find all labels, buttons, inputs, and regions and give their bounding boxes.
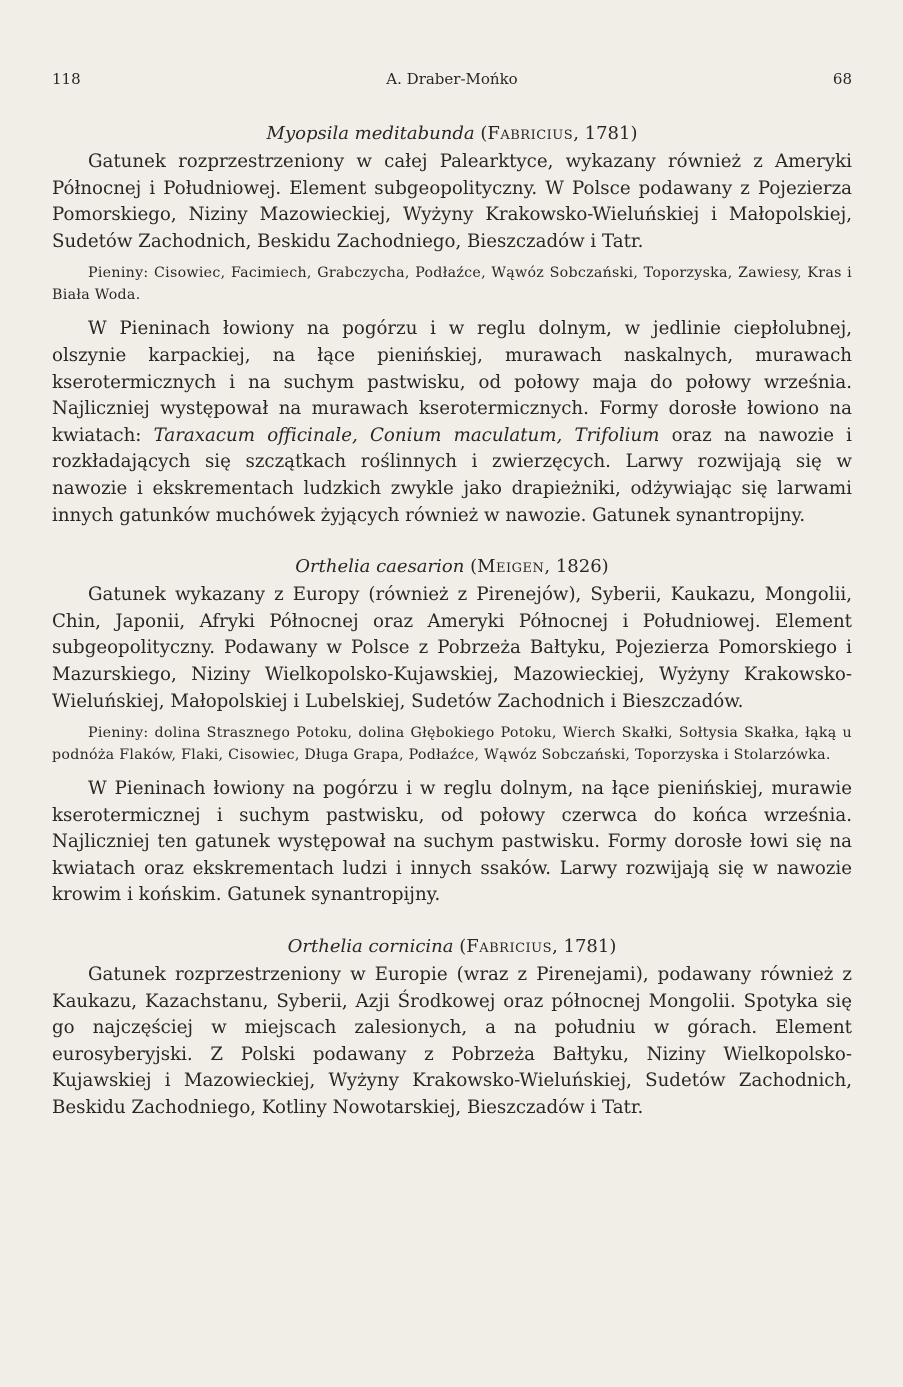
species-heading	[52, 120, 852, 147]
plant-names: Taraxacum officinale, Conium maculatum, Trifolium	[153, 424, 660, 446]
authority-open-paren: (	[480, 123, 488, 144]
ecology-text: W Pieninach łowiony na pogórzu i w reglu dolnym, w jedlinie ciepłolubnej, olszynie karpackiej, na łące pienińskiej, murawach naskalnych, murawach kserotermicznych i na suchym pastwisku, od połowy maja do połowy września. Najliczniej występował na murawach kserotermicznych. Formy dorosłe łowiono na kwiatach:	[52, 318, 852, 446]
authority-open-paren: (	[470, 556, 478, 578]
distribution-paragraph: Gatunek wykazany z Europy (również z Pirenejów), Syberii, Kaukazu, Mongolii, Chin, Japonii, Afryki Północnej oraz Ameryki Północnej i Południowej. Element subgeopolityczny. Podawany w Polsce z Pobrzeża Bałtyku, Pojezierza Pomorskiego i Mazurskiego, Niziny Wielkopolsko-Kujawskiej, Mazowieckiej, Wyżyny Krakowsko-Wieluńskiej, Małopolskiej i Lubelskiej, Sudetów Zachodnich i Bieszczadów.	[52, 584, 852, 712]
running-head	[52, 70, 852, 98]
running-head-author: A. Draber-Mońko	[386, 70, 518, 88]
species-authority: Fabricius	[487, 123, 574, 144]
species-authority: Fabricius	[466, 936, 553, 958]
ecology-paragraph	[52, 316, 852, 529]
species-heading	[52, 553, 852, 580]
distribution-paragraph: Gatunek rozprzestrzeniony w Europie (wraz z Pirenejami), podawany również z Kaukazu, Kazachstanu, Syberii, Azji Środkowej oraz północnej Mongolii. Spotyka się go najczęściej w miejscach zalesionych, a na południu w górach. Element eurosyberyjski. Z Polski podawany z Pobrzeża Bałtyku, Niziny Wielkopolsko-Kujawskiej i Mazowieckiej, Wyżyny Krakowsko-Wieluńskiej, Sudetów Zachodnich, Beskidu Zachodniego, Kotliny Nowotarskiej, Bieszczadów i Tatr.	[52, 964, 852, 1119]
authority-open-paren: (	[459, 936, 467, 958]
species-name: Orthelia cornicina	[287, 936, 454, 958]
species-name: Myopsila meditabunda	[266, 123, 475, 144]
page-content	[52, 70, 852, 1122]
ecology-text-continued: oraz na nawozie i rozkładających się szczątkach roślinnych i zwierzęcych. Larwy rozwijają się w nawozie i ekskrementach ludzkich zwykle jako drapieżniki, odżywiając się larwami innych gatunków muchówek żyjących również w nawozie. Gatunek synantropijny.	[52, 424, 852, 526]
localities-paragraph: Pieniny: Cisowiec, Facimiech, Grabczycha, Podłaźce, Wąwóz Sobczański, Toporzyska, Zawiesy, Kras i Biała Woda.	[52, 265, 852, 303]
species-heading	[52, 933, 852, 960]
ecology-paragraph: W Pieninach łowiony na pogórzu i w reglu dolnym, na łące pienińskiej, murawie kserotermicznej i suchym pastwisku, od połowy czerwca do końca września. Najliczniej ten gatunek występował na suchym pastwisku. Formy dorosłe łowi się na kwiatach oraz ekskrementach ludzi i innych ssaków. Larwy rozwijają się w nawozie krowim i końskim. Gatunek synantropijny.	[52, 778, 852, 906]
localities-paragraph: Pieniny: dolina Strasznego Potoku, dolina Głębokiego Potoku, Wierch Skałki, Sołtysia Skałka, łąką u podnóża Flaków, Flaki, Cisowiec, Długa Grapa, Podłaźce, Wąwóz Sobczański, Toporzyska i Stolarzówka.	[52, 725, 852, 763]
distribution-paragraph: Gatunek rozprzestrzeniony w całej Palearktyce, wykazany również z Ameryki Północnej i Południowej. Element subgeopolityczny. W Polsce podawany z Pojezierza Pomorskiego, Niziny Mazowieckiej, Wyżyny Krakowsko-Wieluńskiej i Małopolskiej, Sudetów Zachodnich, Beskidu Zachodniego, Bieszczadów i Tatr.	[52, 151, 852, 252]
species-year: , 1781)	[552, 936, 617, 958]
page-number: 118	[52, 70, 81, 88]
species-name: Orthelia caesarion	[295, 556, 465, 578]
species-year: , 1826)	[544, 556, 609, 578]
species-authority: Meigen	[477, 556, 545, 578]
journal-page-number: 68	[832, 70, 852, 88]
species-year: , 1781)	[573, 123, 638, 144]
